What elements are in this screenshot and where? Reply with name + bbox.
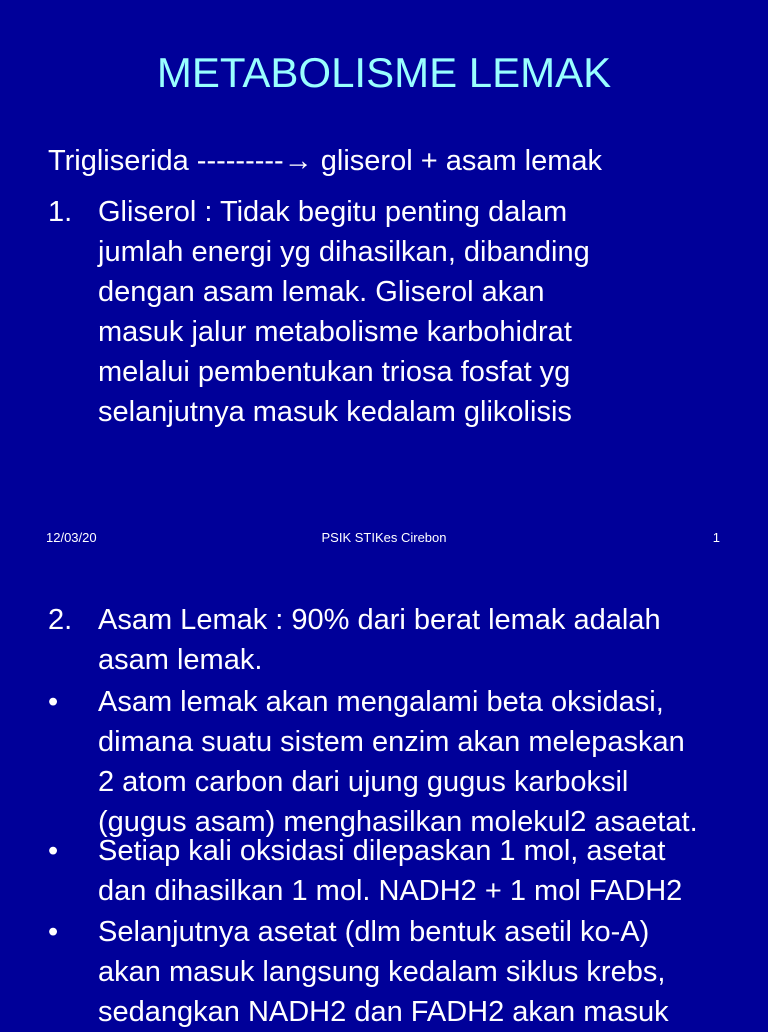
bullet-text: Asam lemak akan mengalami beta oksidasi, dimana suatu sistem enzim akan melepaskan 2 atom carbon dari ujung gugus karboksil (gugus asam) menghasilkan molekul2 asaetat. — [98, 686, 698, 838]
item-text: Gliserol : Tidak begitu penting dalam jumlah energi yg dihasilkan, dibanding dengan asam lemak. Gliserol akan masuk jalur metabolisme karbohidrat melalui pembentukan triosa fosfat yg selanjutnya masuk kedalam glikolisis — [98, 196, 590, 428]
item-text: Asam Lemak : 90% dari berat lemak adalah asam lemak. — [98, 604, 661, 676]
bullet-item-1 — [48, 682, 698, 842]
bullet-item-3 — [48, 912, 669, 1032]
bullet-marker: • — [48, 835, 59, 867]
bullet-text: Setiap kali oksidasi dilepaskan 1 mol, asetat dan dihasilkan 1 mol. NADH2 + 1 mol FADH2 — [98, 835, 683, 907]
footer-date: 12/03/20 — [46, 530, 97, 545]
bullet-text: Selanjutnya asetat (dlm bentuk asetil ko-A) akan masuk langsung kedalam siklus krebs, sedangkan NADH2 dan FADH2 akan masuk — [98, 916, 669, 1028]
list-item-1 — [48, 192, 590, 432]
item-number: 1. — [48, 196, 73, 228]
slide-2 — [0, 576, 768, 1028]
list-item-2 — [48, 600, 661, 680]
footer-center: PSIK STIKes Cirebon — [321, 530, 447, 545]
bullet-marker: • — [48, 916, 59, 948]
bullet-item-2 — [48, 831, 682, 911]
footer-page-number: 1 — [712, 530, 720, 545]
slide-title: METABOLISME LEMAK — [156, 49, 612, 96]
intro-line: Trigliserida ---------→ gliserol + asam lemak — [48, 145, 603, 177]
item-number: 2. — [48, 604, 73, 636]
bullet-marker: • — [48, 686, 59, 718]
